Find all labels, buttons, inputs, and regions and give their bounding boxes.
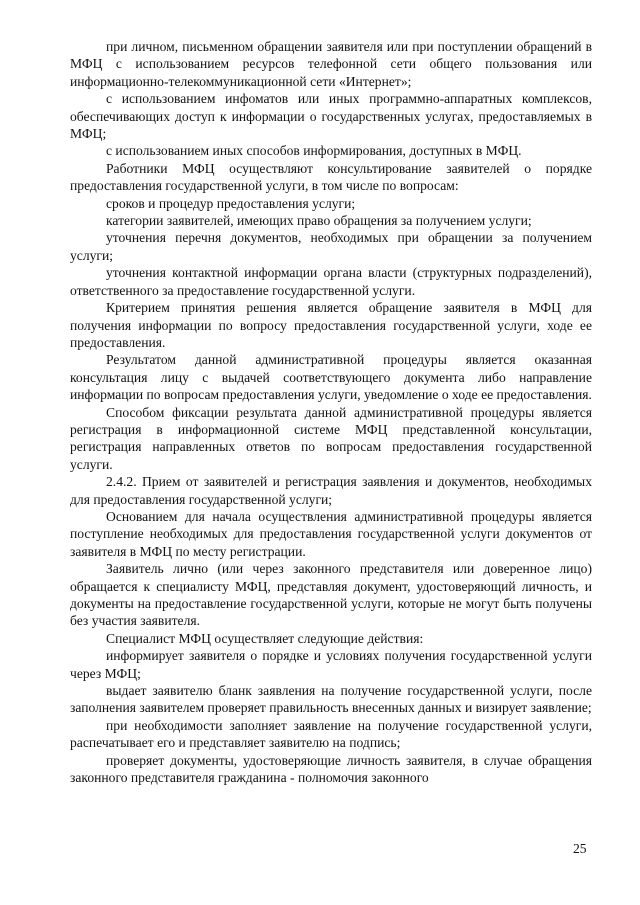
paragraph: Работники МФЦ осуществляют консультирование заявителей о порядке предоставления государственной услуги, в том числе по вопросам: (70, 160, 592, 194)
paragraph: Заявитель лично (или через законного представителя или доверенное лицо) обращается к специалисту МФЦ, представляя документ, удостоверяющий личность, и документы на предоставление государственной услуги, которые не могут быть получены без участия заявителя. (70, 561, 592, 629)
paragraph: с использованием иных способов информирования, доступных в МФЦ. (106, 143, 522, 159)
paragraph: категории заявителей, имеющих право обращения за получением услуги; (106, 213, 532, 229)
paragraph: уточнения перечня документов, необходимых при обращении за получением услуги; (70, 230, 592, 263)
section-heading-2-4-2: 2.4.2. Прием от заявителей и регистрация заявления и документов, необходимых для предоставления государственной услуги; (70, 474, 592, 507)
paragraph: при необходимости заполняет заявление на получение государственной услуги, распечатывает его и представляет заявителю на подпись; (70, 717, 592, 751)
paragraph: Способом фиксации результата данной административной процедуры является регистрация в информационной системе МФЦ представленной консультации, регистрация направленных ответов по вопросам предоставления государственной услуги. (70, 404, 592, 472)
paragraph: при личном, письменном обращении заявителя или при поступлении обращений в МФЦ с использованием ресурсов телефонной сети общего пользования или информационно-телекоммуникационной сети «Интернет»; (70, 39, 592, 89)
paragraph: Специалист МФЦ осуществляет следующие действия: (106, 630, 424, 646)
paragraph: Основанием для начала осуществления административной процедуры является поступление необходимых для предоставления государственной услуги документов от заявителя в МФЦ по месту регистрации. (70, 508, 592, 559)
paragraph: информирует заявителя о порядке и условиях получения государственной услуги через МФЦ; (70, 648, 592, 681)
document-body (70, 38, 592, 786)
paragraph: Результатом данной административной процедуры является оказанная консультация лицу с выдачей соответствующего документа либо направление информации по вопросам предоставления услуги, уведомление о ходе ее предоставления. (70, 352, 592, 403)
paragraph: Критерием принятия решения является обращение заявителя в МФЦ для получения информации по вопросу предоставления государственной услуги, ходе ее предоставления. (70, 300, 592, 350)
page-number: 25 (573, 841, 587, 856)
paragraph: сроков и процедур предоставления услуги; (106, 195, 356, 211)
paragraph: проверяет документы, удостоверяющие личность заявителя, в случае обращения законного представителя гражданина - полномочия законного (70, 752, 592, 786)
paragraph: выдает заявителю бланк заявления на получение государственной услуги, после заполнения заявителем проверяет правильность внесенных данных и визирует заявление; (70, 683, 592, 716)
paragraph: уточнения контактной информации органа власти (структурных подразделений), ответственного за предоставление государственной услуги. (70, 265, 592, 298)
paragraph: с использованием инфоматов или иных программно-аппаратных комплексов, обеспечивающих доступ к информации о государственных услугах, предоставляемых в МФЦ; (70, 91, 592, 142)
